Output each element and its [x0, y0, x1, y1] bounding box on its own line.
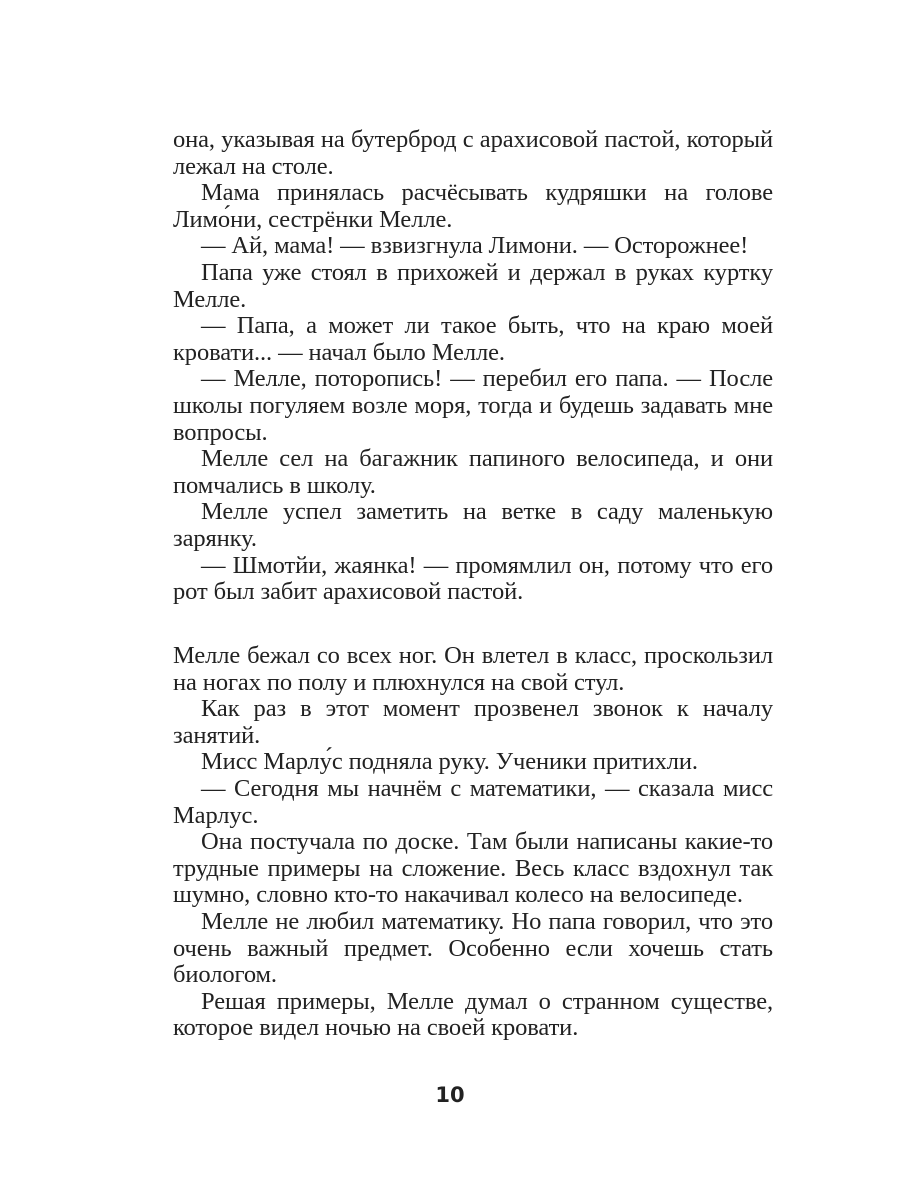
paragraph: — Ай, мама! — взвизгнула Лимони. — Осторожнее! [201, 232, 749, 260]
paragraph: — Сегодня мы начнём с математики, — сказала мисс Марлус. [173, 774, 773, 829]
paragraph: Решая примеры, Мелле думал о странном существе, которое видел ночью на своей кровати. [173, 987, 773, 1042]
text-section-1 [173, 127, 773, 606]
paragraph: Как раз в этот момент прозвенел звонок к началу занятий. [173, 695, 773, 749]
paragraph: Она постучала по доске. Там были написаны какие-то трудные примеры на сложение. Весь класс вздохнул так шумно, словно кто-то накачивал колесо на велосипеде. [173, 828, 773, 909]
paragraph: Мелле успел заметить на ветке в саду маленькую зарянку. [173, 498, 773, 552]
paragraph: Мелле не любил математику. Но папа говорил, что это очень важный предмет. Особенно если хочешь стать биологом. [173, 907, 773, 989]
text-section-2 [173, 643, 773, 1042]
paragraph: Мама принялась расчёсывать кудряшки на голове Лимо́ни, сестрёнки Мелле. [173, 179, 773, 233]
paragraph: она, указывая на бутерброд с арахисовой пастой, который лежал на столе. [173, 126, 773, 180]
paragraph: Мелле бежал со всех ног. Он влетел в класс, проскользил на ногах по полу и плюхнулся на свой стул. [173, 642, 773, 696]
paragraph: — Папа, а может ли такое быть, что на краю моей кровати... — начал было Мелле. [173, 312, 773, 366]
page-number: 10 [435, 1083, 465, 1107]
paragraph: — Шмотйи, жаянка! — промямлил он, потому что его рот был забит арахисовой пастой. [173, 551, 773, 606]
paragraph: Папа уже стоял в прихожей и держал в руках куртку Мелле. [173, 258, 773, 313]
paragraph: — Мелле, поторопись! — перебил его папа. — После школы погуляем возле моря, тогда и будешь задавать мне вопросы. [173, 365, 773, 446]
paragraph: Мелле сел на багажник папиного велосипеда, и они помчались в школу. [173, 445, 773, 499]
paragraph: Мисс Марлу́с подняла руку. Ученики притихли. [201, 748, 698, 776]
